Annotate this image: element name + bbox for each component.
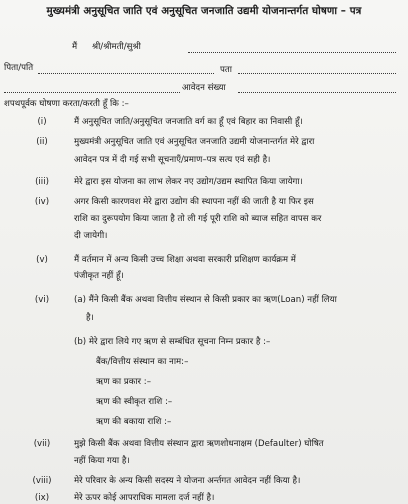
item-text: नहीं किया गया है। [74,456,130,466]
line1-prefix: मैं [72,42,78,52]
item-text: मुझे किसी बैंक अथवा वित्तीय संस्थान द्वारा ऋणशोधनाक्षम (Defaulter) घोषित [74,439,324,449]
line1-honorific: श्री/श्रीमती/सुश्री [92,42,141,52]
item-text: मेरे ऊपर कोई आपराधिक मामला दर्ज नहीं है। [74,493,215,503]
item-text: मेरे परिवार के अन्य किसी सदस्य ने योजना अर्न्तगत आवेदन नहीं किया है। [74,476,301,486]
item-text: मेरे द्वारा इस योजना का लाभ लेकर नए उद्योग/उद्यम स्थापित किया जायेगा। [74,177,303,187]
item-text: राशि का दुरूपयोग किया जाता है तो ली गई पूरी राशि को ब्याज सहित वापस कर [74,214,322,224]
item-text: आवेदन पत्र में दी गई सभी सूचनाएँ/प्रमाण–पत्र सत्य एवं सही है। [74,155,271,165]
item-number: (i) [37,117,47,127]
loan-info-line: (b) मेरे द्वारा लिये गए ऋण से सम्बंधित सूचना निम्न प्रकार है :– [74,337,271,347]
address-fill-line[interactable] [238,73,396,74]
line3-label: आवेदन संख्या [182,83,226,93]
item-number: (vii) [33,439,51,449]
loan-field: ऋण की बकाया राशि :– [96,417,172,427]
item-number: (ix) [34,493,50,503]
page-title: मुख्यमंत्री अनुसूचित जाति एवं अनुसूचित जनजाति उद्यमी योजनान्तर्गत घोषणा – पत्र [46,5,362,17]
loan-field: ऋण की स्वीकृत राशि :– [96,397,173,407]
item-text: है। [86,313,94,323]
loan-field: ऋण का प्रकार :– [96,377,151,387]
father-husband-fill-line[interactable] [38,73,214,74]
intro-line: शपथपूर्वक घोषणा करता/करती हूँ कि :– [4,99,129,109]
loan-field: बैंक/वित्तीय संस्थान का नाम:– [96,357,189,367]
item-text: पंजीकृत नहीं हूँ। [74,271,124,281]
address-label: पता [220,65,233,75]
item-number: (viii) [32,476,52,486]
item-number: (v) [36,255,48,265]
name-fill-line[interactable] [188,52,396,53]
item-number: (vi) [34,295,50,305]
item-text: अगर किसी कारणवश मेरे द्वारा उद्योग की स्थापना नहीं की जाती है या फिर इस [74,197,314,207]
item-text: मुख्यमंत्री अनुसूचित जाति एवं अनुसूचित जनजाति उद्यमी योजनान्तर्गत मेरे द्वारा [74,137,315,147]
item-number: (iv) [34,197,50,207]
item-text: दी जायेगी। [74,231,108,241]
item-number: (iii) [35,177,49,187]
address-fill-line-2[interactable] [4,92,180,93]
item-text: मैं अनुसूचित जाति/अनुसूचित जनजाति वर्ग का हूँ एवं बिहार का निवासी हूँ। [74,117,303,127]
item-number: (ii) [36,137,48,147]
item-text: (a) मैंने किसी बैंक अथवा वित्तीय संस्थान से किसी प्रकार का ऋण(Loan) नहीं लिया [74,295,337,305]
item-text: मैं वर्तमान में अन्य किसी उच्च शिक्षा अथवा सरकारी प्रशिक्षण कार्यक्रम में [74,255,296,265]
application-number-fill-line[interactable] [238,92,396,93]
line2-label: पिता/पति [4,63,34,73]
